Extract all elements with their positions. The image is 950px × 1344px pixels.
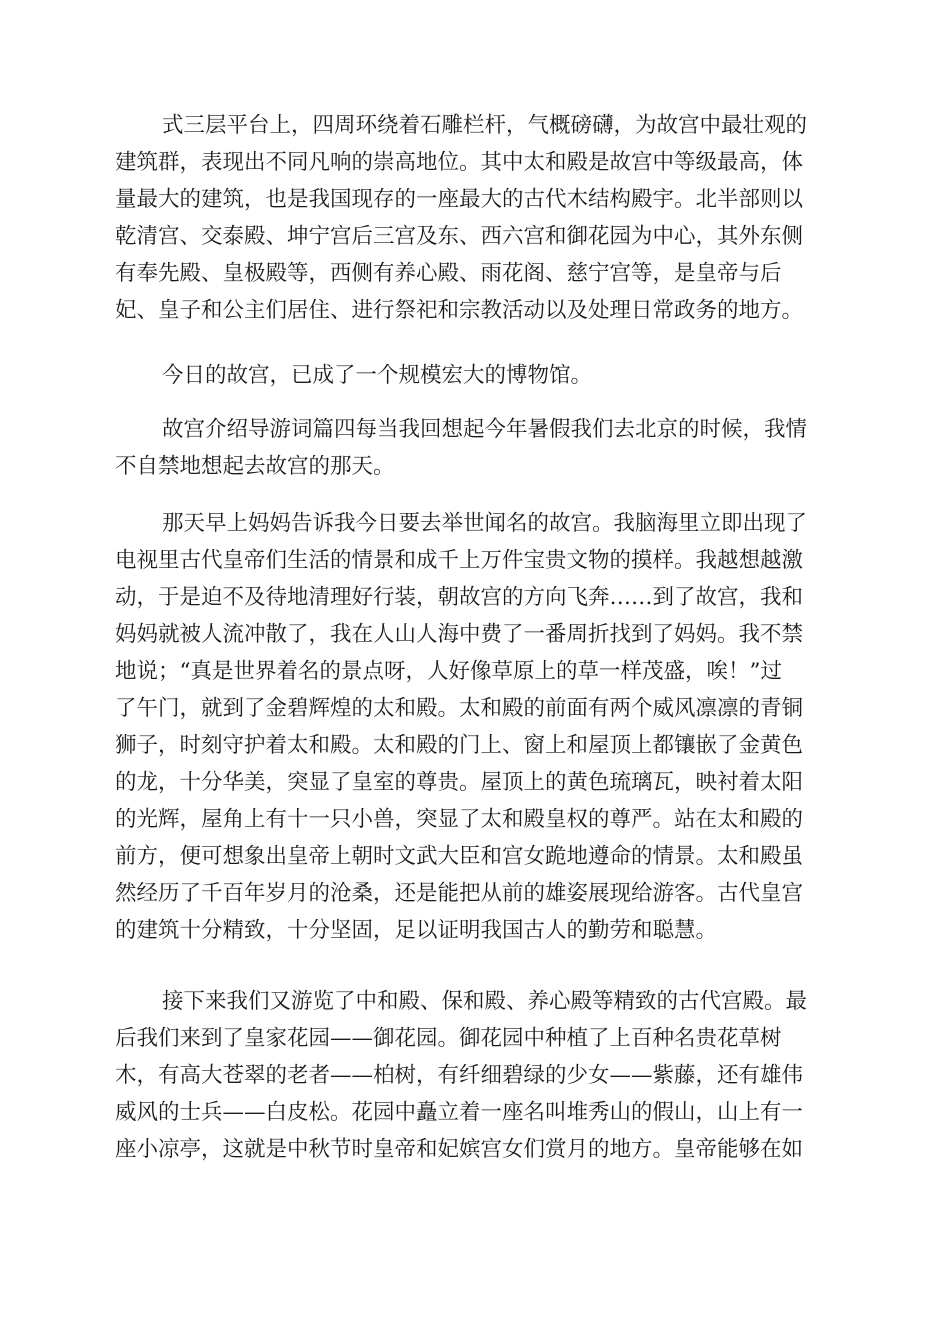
paragraph-4-line-5: 地说；“真是世界着名的景点呀，人好像草原上的草一样茂盛，唉！”过 (115, 659, 782, 684)
paragraph-4-line-12: 的建筑十分精致，十分坚固，足以证明我国古人的勤劳和聪慧。 (115, 918, 718, 943)
paragraph-4-line-9: 的光辉，屋角上有十一只小兽，突显了太和殿皇权的尊严。站在太和殿的 (115, 807, 804, 832)
paragraph-4-line-1: 那天早上妈妈告诉我今日要去举世闻名的故宫。我脑海里立即出现了 (162, 511, 808, 536)
paragraph-1-line-2: 建筑群，表现出不同凡响的崇高地位。其中太和殿是故宫中等级最高，体 (115, 150, 804, 175)
paragraph-1 (115, 107, 835, 329)
paragraph-5-line-3: 木，有高大苍翠的老者——柏树，有纤细碧绿的少女——紫藤，还有雄伟 (115, 1063, 804, 1088)
paragraph-4-line-7: 狮子，时刻守护着太和殿。太和殿的门上、窗上和屋顶上都镶嵌了金黄色 (115, 733, 804, 758)
paragraph-5-line-5: 座小凉亭，这就是中秋节时皇帝和妃嫔宫女们赏月的地方。皇帝能够在如 (115, 1137, 804, 1162)
paragraph-1-line-5: 有奉先殿、皇极殿等，西侧有养心殿、雨花阁、慈宁宫等，是皇帝与后 (115, 261, 782, 286)
paragraph-1-line-3: 量最大的建筑，也是我国现存的一座最大的古代木结构殿宇。北半部则以 (115, 187, 804, 212)
paragraph-4-line-2: 电视里古代皇帝们生活的情景和成千上万件宝贵文物的摸样。我越想越激 (115, 548, 804, 573)
paragraph-1-line-4: 乾清宫、交泰殿、坤宁宫后三宫及东、西六宫和御花园为中心，其外东侧 (115, 224, 804, 249)
paragraph-4-line-4: 妈妈就被人流冲散了，我在人山人海中费了一番周折找到了妈妈。我不禁 (115, 622, 804, 647)
paragraph-4-line-8: 的龙，十分华美，突显了皇室的尊贵。屋顶上的黄色琉璃瓦，映衬着太阳 (115, 770, 804, 795)
paragraph-5-line-2: 后我们来到了皇家花园——御花园。御花园中种植了上百种名贵花草树 (115, 1026, 782, 1051)
paragraph-3-line-1: 故宫介绍导游词篇四每当我回想起今年暑假我们去北京的时候，我情 (162, 417, 808, 442)
paragraph-5 (115, 983, 835, 1168)
paragraph-5-line-4: 威风的士兵——白皮松。花园中矗立着一座名叫堆秀山的假山，山上有一 (115, 1100, 804, 1125)
paragraph-4-line-6: 了午门，就到了金碧辉煌的太和殿。太和殿的前面有两个威风凛凛的青铜 (115, 696, 804, 721)
paragraph-3 (115, 411, 835, 485)
paragraph-5-line-1: 接下来我们又游览了中和殿、保和殿、养心殿等精致的古代宫殿。最 (162, 989, 808, 1014)
paragraph-4-line-10: 前方，便可想象出皇帝上朝时文武大臣和宫女跪地遵命的情景。太和殿虽 (115, 844, 804, 869)
paragraph-3-line-2: 不自禁地想起去故宫的那天。 (115, 454, 395, 479)
paragraph-1-line-6: 妃、皇子和公主们居住、进行祭祀和宗教活动以及处理日常政务的地方。 (115, 298, 804, 323)
paragraph-4-line-3: 动，于是迫不及待地清理好行装，朝故宫的方向飞奔……到了故宫，我和 (115, 585, 804, 610)
paragraph-1-line-1: 式三层平台上，四周环绕着石雕栏杆，气概磅礴，为故宫中最壮观的 (162, 113, 808, 138)
paragraph-2 (115, 357, 835, 394)
paragraph-4 (115, 505, 835, 949)
paragraph-2-line-1: 今日的故宫，已成了一个规模宏大的博物馆。 (162, 363, 593, 388)
paragraph-4-line-11: 然经历了千百年岁月的沧桑，还是能把从前的雄姿展现给游客。古代皇宫 (115, 881, 804, 906)
